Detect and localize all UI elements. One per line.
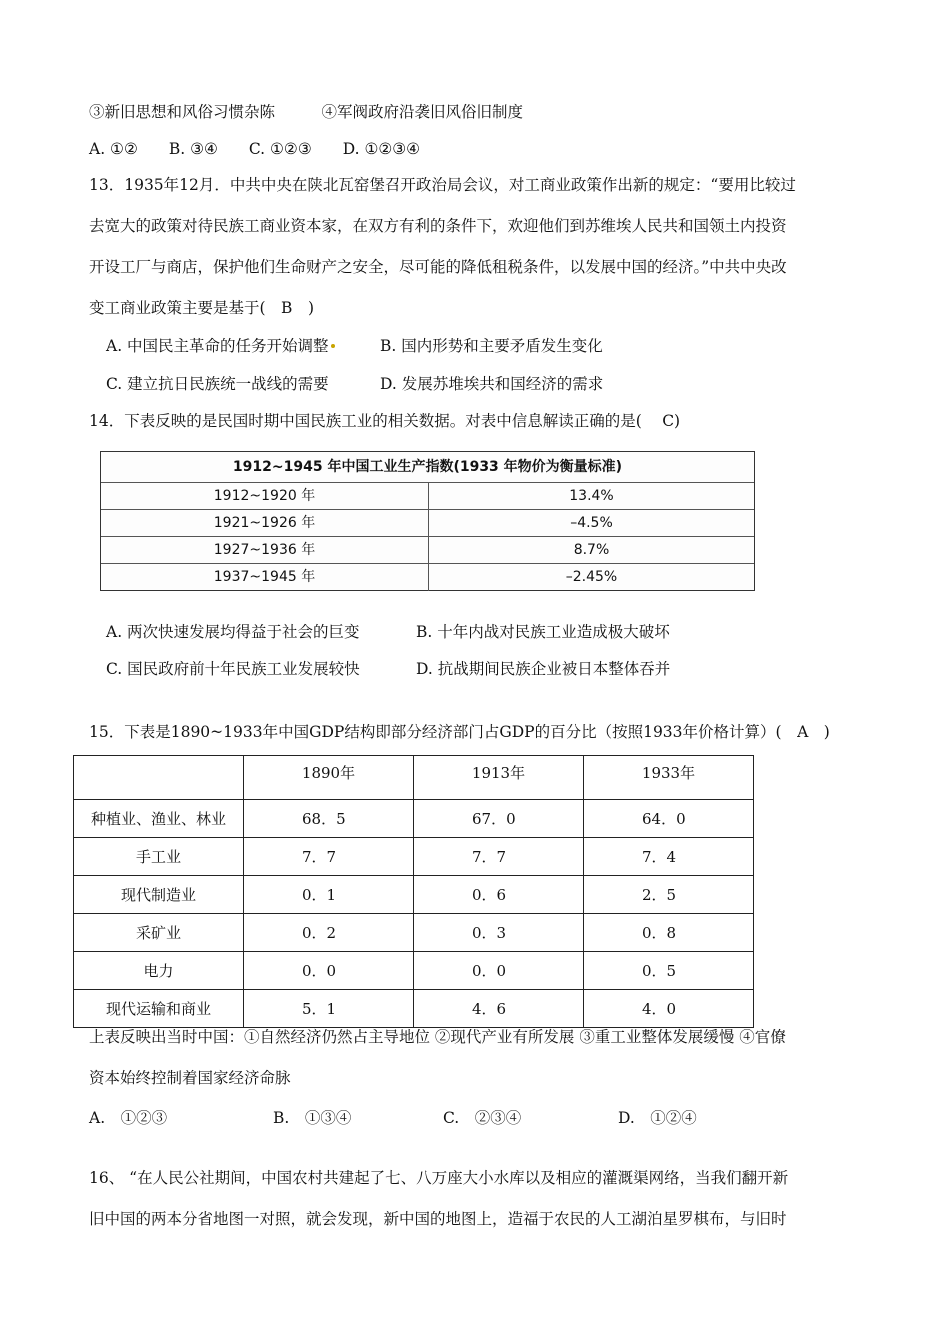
header-cell-empty	[74, 756, 244, 800]
value-1890: 5．1	[244, 990, 414, 1028]
sector-label: 电力	[74, 952, 244, 990]
q13-stem-line-3: 开设工厂与商店，保护他们生命财产之安全，尽可能的降低租税条件，以发展中国的经济。”中共中央改	[89, 258, 787, 276]
value-1890: 0．1	[244, 876, 414, 914]
q15-stem: 15．下表是1890~1933年中国GDP结构即部分经济部门占GDP的百分比（按照1933年价格计算）( A )	[89, 723, 830, 741]
value-1890: 68．5	[244, 800, 414, 838]
header-cell-1890: 1890年	[244, 756, 414, 800]
value-1913: 67．0	[414, 800, 584, 838]
table-row	[74, 800, 754, 838]
value-1933: 64．0	[584, 800, 754, 838]
q14-option-c: C. 国民政府前十年民族工业发展较快	[106, 660, 360, 678]
q15-option-c: C. ②③④	[443, 1109, 522, 1127]
q14-stem: 14．下表反映的是民国时期中国民族工业的相关数据。对表中信息解读正确的是( C)	[89, 412, 681, 430]
period-cell: 1927~1936 年	[213, 542, 316, 558]
table-header-row	[74, 756, 754, 800]
value-cell: 13.4%	[428, 483, 754, 510]
industry-index-table-title: 1912~1945 年中国工业生产指数(1933 年物价为衡量标准)	[232, 459, 623, 475]
value-1890: 0．2	[244, 914, 414, 952]
sector-label: 采矿业	[74, 914, 244, 952]
q15-statement-line-1: 上表反映出当时中国：①自然经济仍然占主导地位 ②现代产业有所发展 ③重工业整体发展缓慢 ④官僚	[89, 1028, 786, 1046]
value-cell: –4.5%	[428, 510, 754, 537]
q14-option-a: A. 两次快速发展均得益于社会的巨变	[106, 623, 360, 641]
q14-option-b: B. 十年内战对民族工业造成极大破坏	[416, 623, 670, 641]
table-row	[74, 838, 754, 876]
value-1933: 7．4	[584, 838, 754, 876]
industry-index-table	[100, 451, 755, 591]
sector-label: 现代制造业	[74, 876, 244, 914]
q13-stem-line-4: 变工商业政策主要是基于( B )	[89, 299, 314, 317]
table-row	[74, 952, 754, 990]
header-cell-1913: 1913年	[414, 756, 584, 800]
q15-option-d: D. ①②④	[618, 1109, 697, 1127]
table-row	[74, 914, 754, 952]
value-cell: 8.7%	[428, 537, 754, 564]
decorative-dot	[331, 344, 335, 348]
value-1913: 0．0	[414, 952, 584, 990]
table-row	[74, 990, 754, 1028]
q15-option-a: A. ①②③	[89, 1109, 168, 1127]
gdp-structure-table	[73, 755, 754, 1028]
value-1933: 2．5	[584, 876, 754, 914]
q13-option-d: D. 发展苏堆埃共和国经济的需求	[380, 375, 604, 393]
q13-stem-line-2: 去宽大的政策对待民族工商业资本家，在双方有利的条件下，欢迎他们到苏维埃人民共和国领土内投资	[89, 217, 787, 235]
q15-statement-line-2: 资本始终控制着国家经济命脉	[89, 1069, 291, 1087]
value-1913: 0．3	[414, 914, 584, 952]
sector-label: 手工业	[74, 838, 244, 876]
table-row	[101, 536, 754, 564]
table-row	[101, 482, 754, 510]
q16-stem-line-1: 16、 “在人民公社期间，中国农村共建起了七、八万座大小水库以及相应的灌溉渠网络，当我们翻开新	[89, 1169, 789, 1187]
q13-option-a	[106, 336, 339, 356]
table-row	[74, 876, 754, 914]
value-1913: 4．6	[414, 990, 584, 1028]
value-1890: 7．7	[244, 838, 414, 876]
sector-label: 种植业、渔业、林业	[74, 800, 244, 838]
value-1913: 0．6	[414, 876, 584, 914]
value-1913: 7．7	[414, 838, 584, 876]
q14-option-d: D. 抗战期间民族企业被日本整体吞并	[416, 660, 671, 678]
q16-stem-line-2: 旧中国的两本分省地图一对照，就会发现，新中国的地图上，造福于农民的人工湖泊星罗棋布，与旧时	[89, 1210, 787, 1228]
value-1933: 0．5	[584, 952, 754, 990]
value-1890: 0．0	[244, 952, 414, 990]
q12-items-line: ③新旧思想和风俗习惯杂陈 ④军阀政府沿袭旧风俗旧制度	[89, 103, 524, 121]
value-1933: 0．8	[584, 914, 754, 952]
sector-label: 现代运输和商业	[74, 990, 244, 1028]
q13-option-b: B. 国内形势和主要矛盾发生变化	[380, 337, 603, 355]
q15-option-b: B. ①③④	[273, 1109, 352, 1127]
period-cell: 1912~1920 年	[213, 488, 316, 504]
q13-stem-line-1: 13．1935年12月．中共中央在陕北瓦窑堡召开政治局会议，对工商业政策作出新的规定：“要用比较过	[89, 176, 796, 194]
table-row	[101, 509, 754, 537]
value-1933: 4．0	[584, 990, 754, 1028]
q12-options: A. ①② B. ③④ C. ①②③ D. ①②③④	[89, 140, 421, 158]
period-cell: 1921~1926 年	[213, 515, 316, 531]
table-row	[101, 563, 754, 591]
value-cell: –2.45%	[428, 564, 754, 591]
q13-option-c: C. 建立抗日民族统一战线的需要	[106, 375, 329, 393]
q13-option-a-text: A. 中国民主革命的任务开始调整	[106, 337, 329, 355]
header-cell-1933: 1933年	[584, 756, 754, 800]
period-cell: 1937~1945 年	[213, 569, 316, 585]
